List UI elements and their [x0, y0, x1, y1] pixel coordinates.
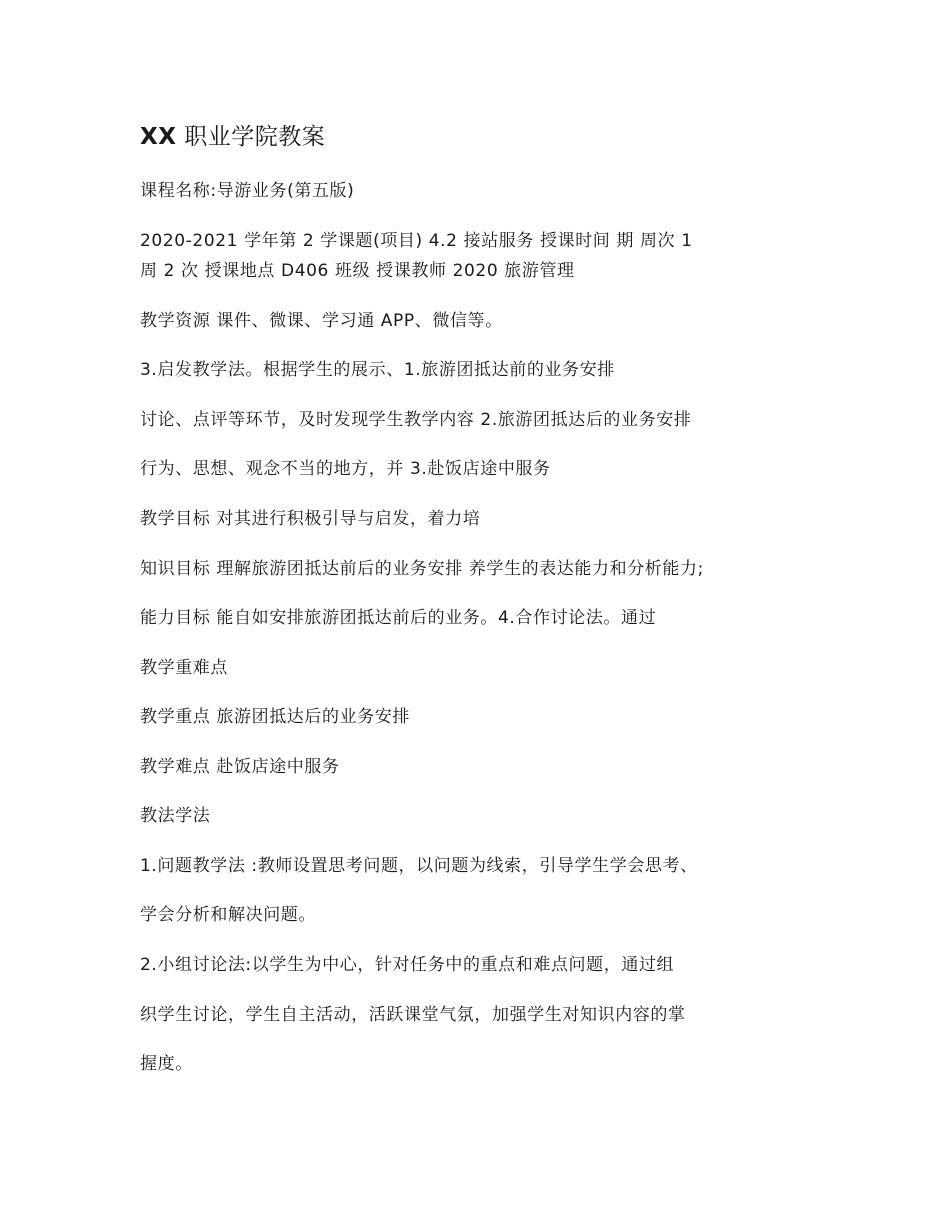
course-name-line: 课程名称:导游业务(第五版): [140, 181, 355, 201]
method-2-line-2: 织学生讨论，学生自主活动，活跃课堂气氛，加强学生对知识内容的掌: [140, 1005, 686, 1025]
teaching-resources-line: 教学资源 课件、微课、学习通 APP、微信等。: [140, 311, 503, 331]
ability-goal-line: 能力目标 能自如安排旅游团抵达前后的业务。4.合作讨论法。通过: [140, 608, 657, 628]
method-1-line-1: 1.问题教学法 :教师设置思考问题，以问题为线索，引导学生学会思考、: [140, 856, 698, 876]
document-title: [140, 121, 325, 153]
key-difficult-points-heading: 教学重难点: [140, 658, 228, 678]
body-line: 3.启发教学法。根据学生的展示、1.旅游团抵达前的业务安排: [140, 360, 615, 380]
body-line: 讨论、点评等环节，及时发现学生教学内容 2.旅游团抵达后的业务安排: [140, 410, 692, 430]
teaching-goals-line: 教学目标 对其进行积极引导与启发，着力培: [140, 509, 481, 529]
method-2-line-1: 2.小组讨论法:以学生为中心，针对任务中的重点和难点问题，通过组: [140, 955, 675, 975]
method-1-line-2: 学会分析和解决问题。: [140, 905, 316, 925]
course-info-line-1: 2020-2021 学年第 2 学课题(项目) 4.2 接站服务 授课时间 期 周次 1: [140, 231, 693, 251]
title-brand: XX: [140, 124, 177, 150]
knowledge-goal-line: 知识目标 理解旅游团抵达前后的业务安排 养学生的表达能力和分析能力;: [140, 559, 704, 579]
body-line: 行为、思想、观念不当的地方，并 3.赴饭店途中服务: [140, 459, 551, 479]
title-text: 职业学院教案: [184, 124, 326, 150]
difficult-point-line: 教学难点 赴饭店途中服务: [140, 757, 340, 777]
key-point-line: 教学重点 旅游团抵达后的业务安排: [140, 707, 411, 727]
teaching-methods-heading: 教法学法: [140, 806, 211, 826]
method-2-line-3: 握度。: [140, 1054, 193, 1074]
course-info-line-2: 周 2 次 授课地点 D406 班级 授课教师 2020 旅游管理: [140, 261, 575, 281]
